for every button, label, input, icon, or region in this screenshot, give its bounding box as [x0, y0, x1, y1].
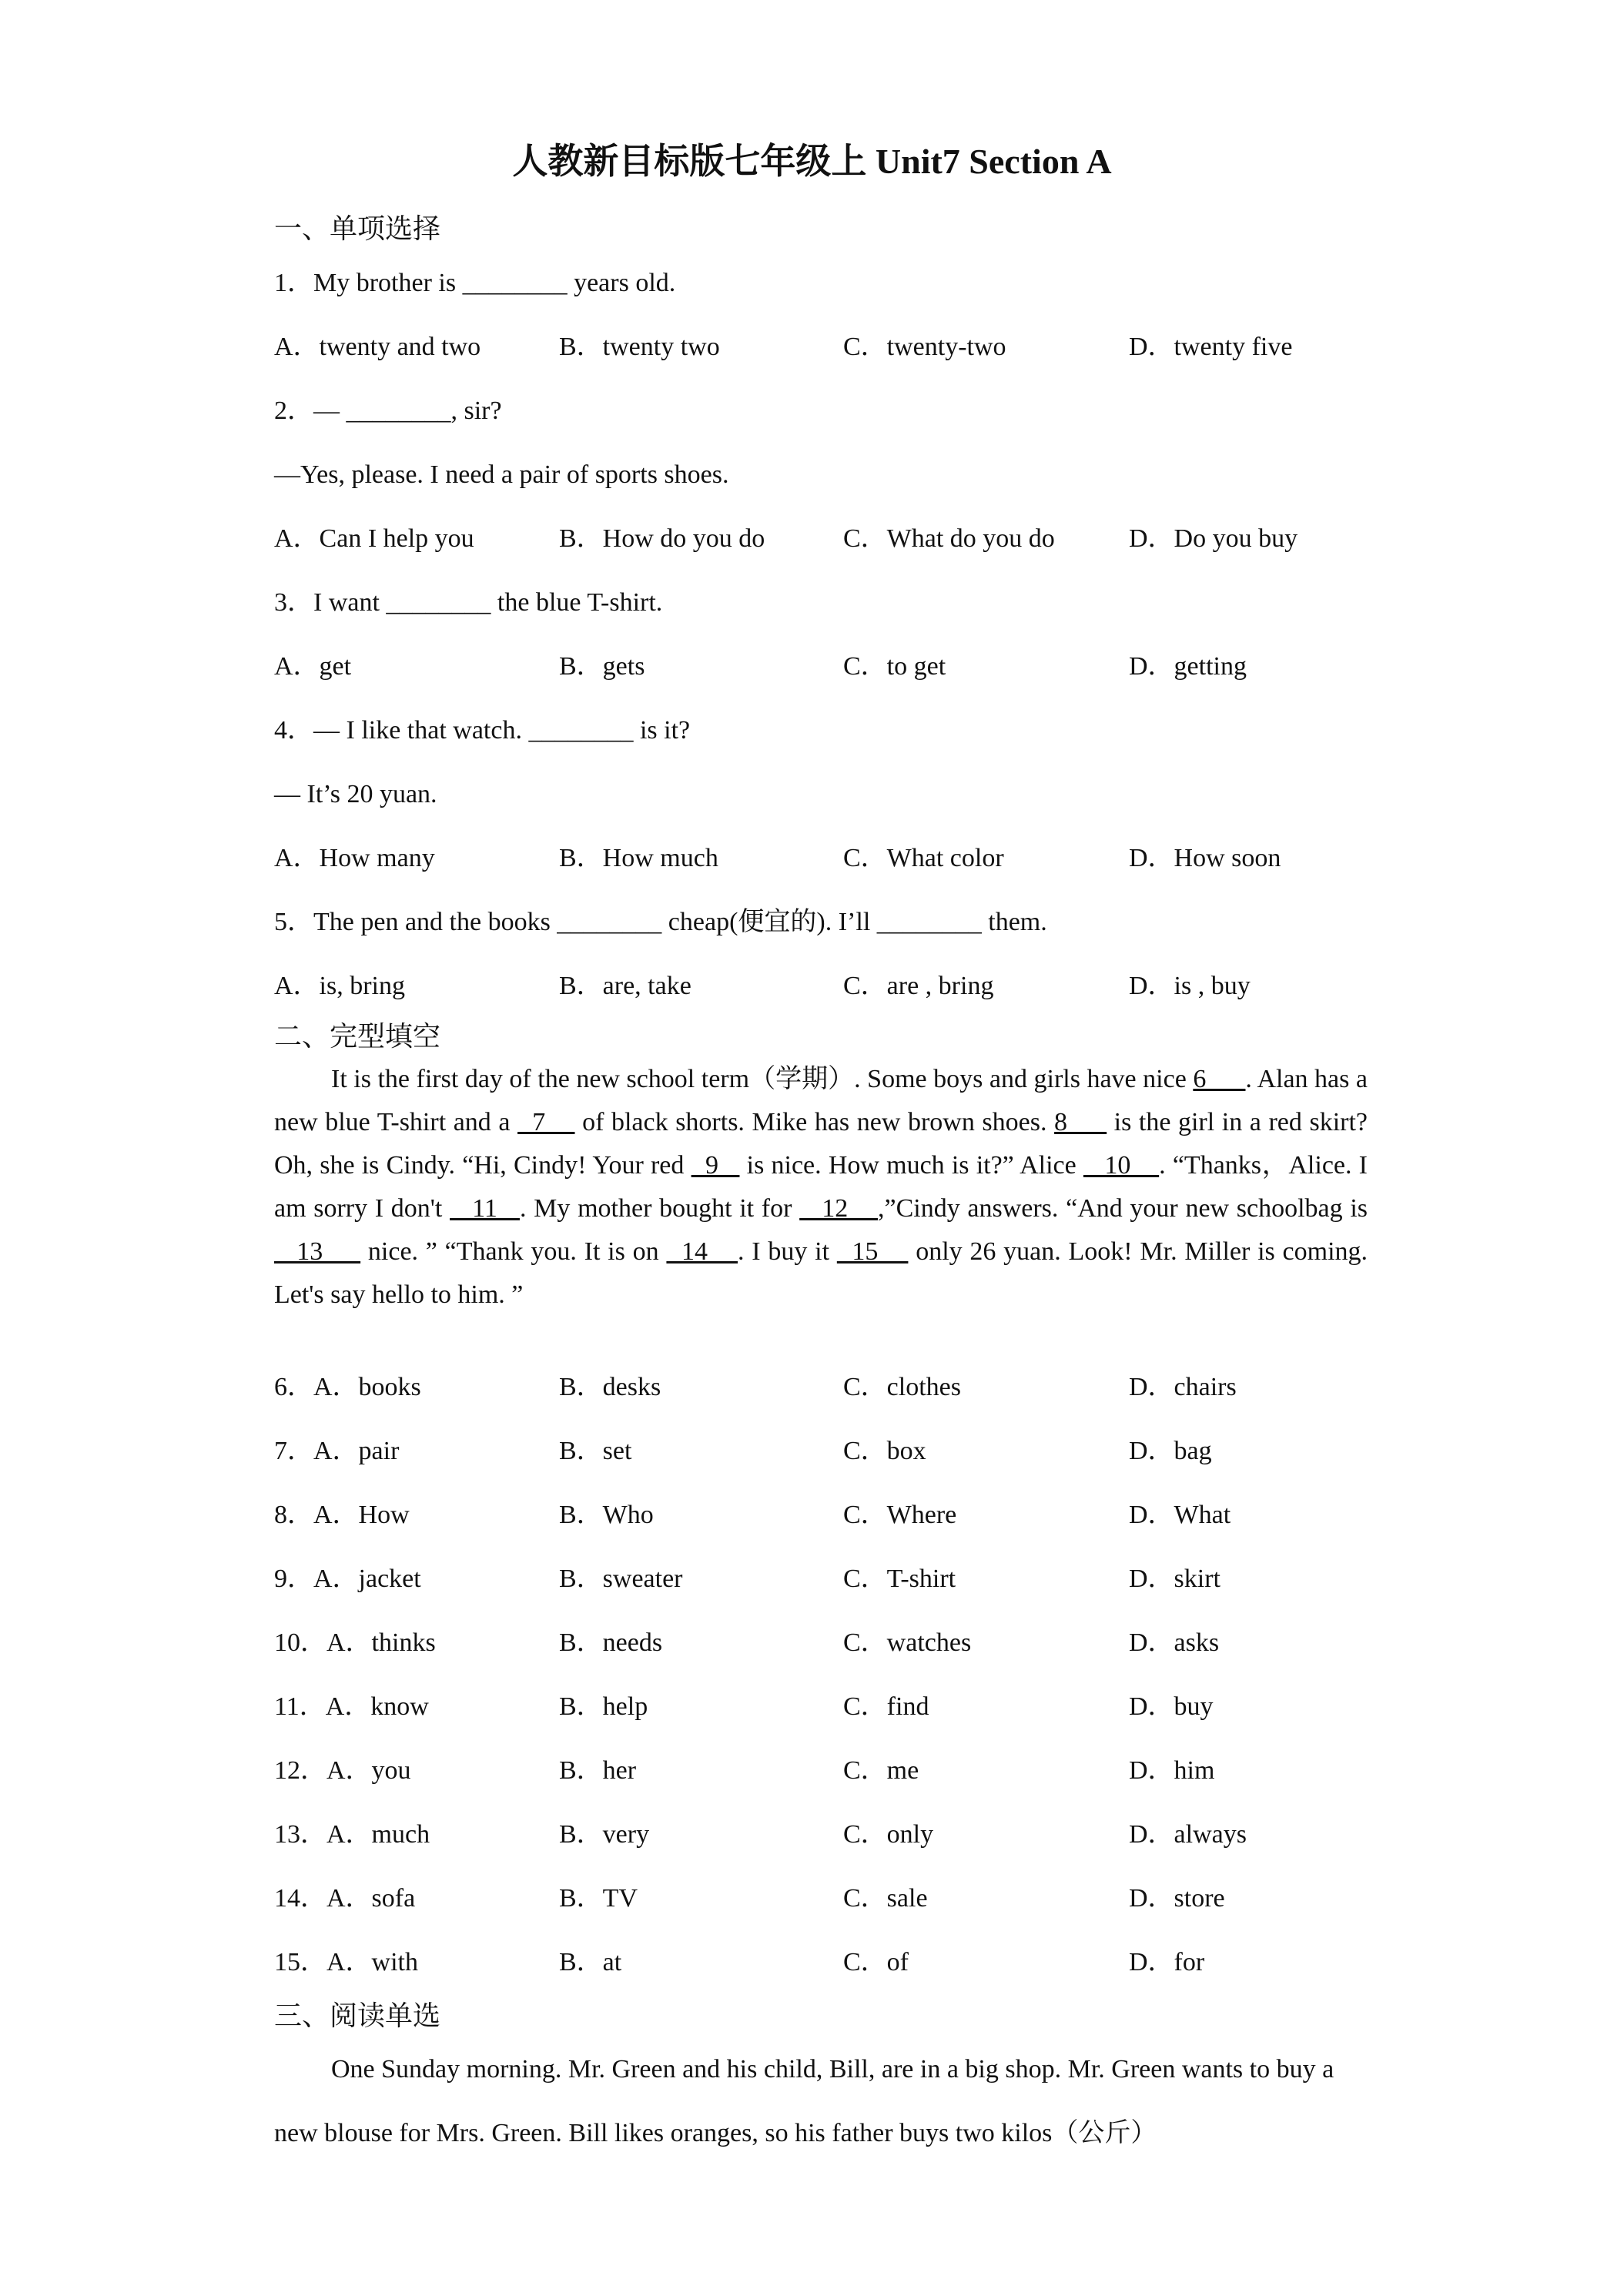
cloze-10-option-b: B．needs: [559, 1628, 663, 1657]
cloze-text: is the girl in a red skirt? Oh, she is Cindy. “Hi, Cindy! Your red: [274, 1108, 1368, 1180]
cloze-15-option-d: D．for: [1129, 1948, 1205, 1976]
cloze-text: of black shorts. Mike has new brown shoes.: [574, 1108, 1055, 1136]
cloze-12-option-d: D．him: [1129, 1756, 1215, 1785]
q2-option-c: C．What do you do: [843, 524, 1055, 553]
cloze-blank-11: 11: [450, 1194, 520, 1223]
cloze-12-option-c: C．me: [843, 1756, 919, 1785]
cloze-9-option-d: D．skirt: [1129, 1565, 1221, 1593]
cloze-9-option-c: C．T-shirt: [843, 1565, 956, 1593]
cloze-blank-15: 15: [836, 1237, 909, 1266]
q5-option-d: D．is , buy: [1129, 972, 1251, 1000]
cloze-7-option-a: 7．A．pair: [274, 1437, 400, 1465]
cloze-11-option-d: D．buy: [1129, 1692, 1214, 1721]
cloze-14-option-b: B．TV: [559, 1884, 638, 1913]
cloze-15-option-c: C．of: [843, 1948, 909, 1976]
cloze-6-option-c: C．clothes: [843, 1373, 961, 1401]
question-4: 4．— I like that watch. ________ is it?: [274, 716, 691, 745]
cloze-7-option-c: C．box: [843, 1437, 926, 1465]
q3-option-c: C．to get: [843, 652, 946, 681]
cloze-blank-12: 12: [799, 1194, 878, 1223]
q3-option-d: D．getting: [1129, 652, 1247, 681]
cloze-15-option-a: 15．A．with: [274, 1948, 418, 1976]
question-3: 3．I want ________ the blue T-shirt.: [274, 588, 663, 617]
q1-option-a: A．twenty and two: [274, 333, 481, 361]
cloze-11-option-a: 11．A．know: [274, 1692, 429, 1721]
q1-option-c: C．twenty-two: [843, 333, 1006, 361]
q4-option-a: A．How many: [274, 844, 435, 872]
cloze-blank-7: 7: [517, 1108, 575, 1136]
reading-passage: [274, 2037, 1368, 2165]
cloze-10-option-a: 10．A．thinks: [274, 1628, 436, 1657]
cloze-10-option-d: D．asks: [1129, 1628, 1220, 1657]
cloze-15-option-b: B．at: [559, 1948, 622, 1976]
question-4-reply: — It’s 20 yuan.: [274, 780, 437, 808]
cloze-blank-6: 6___: [1193, 1065, 1246, 1093]
cloze-6-option-b: B．desks: [559, 1373, 661, 1401]
cloze-14-option-d: D．store: [1129, 1884, 1225, 1913]
cloze-text: . Alan has a new blue T-shirt and a: [274, 1065, 1368, 1136]
cloze-13-option-b: B．very: [559, 1820, 650, 1849]
cloze-12-option-b: B．her: [559, 1756, 637, 1785]
cloze-text: . I buy it: [738, 1237, 837, 1266]
cloze-6-option-d: D．chairs: [1129, 1373, 1237, 1401]
q5-option-a: A．is, bring: [274, 972, 405, 1000]
q1-option-b: B．twenty two: [559, 333, 720, 361]
q5-option-c: C．are , bring: [843, 972, 994, 1000]
cloze-8-option-c: C．Where: [843, 1501, 957, 1529]
cloze-blank-10: 10: [1083, 1151, 1160, 1180]
question-1: 1．My brother is ________ years old.: [274, 269, 676, 297]
cloze-text: only 26 yuan. Look! Mr. Miller is coming. Let's say hello to him. ”: [274, 1237, 1368, 1309]
cloze-11-option-c: C．find: [843, 1692, 929, 1721]
cloze-14-option-c: C．sale: [843, 1884, 928, 1913]
q5-option-b: B．are, take: [559, 972, 691, 1000]
section-heading-cloze: 二、完型填空: [274, 1021, 441, 1052]
question-2: 2．— ________, sir?: [274, 397, 502, 425]
cloze-blank-14: 14: [666, 1237, 738, 1266]
cloze-12-option-a: 12．A．you: [274, 1756, 411, 1785]
cloze-13-option-c: C．only: [843, 1820, 934, 1849]
q2-option-d: D．Do you buy: [1129, 524, 1298, 553]
page-title: 人教新目标版七年级上 Unit7 Section A: [512, 142, 1112, 181]
cloze-13-option-d: D．always: [1129, 1820, 1247, 1849]
q4-option-d: D．How soon: [1129, 844, 1281, 872]
section-heading-multiple-choice: 一、单项选择: [274, 213, 441, 244]
cloze-blank-13: 13: [274, 1237, 361, 1266]
cloze-text: . “Thanks，Alice. I am sorry I don't: [274, 1151, 1368, 1223]
cloze-9-option-b: B．sweater: [559, 1565, 683, 1593]
q1-option-d: D．twenty five: [1129, 333, 1293, 361]
cloze-9-option-a: 9．A．jacket: [274, 1565, 421, 1593]
cloze-passage: [274, 1058, 1368, 1317]
section-heading-reading: 三、阅读单选: [274, 2000, 441, 2031]
question-5: 5．The pen and the books ________ cheap(便宜的). I’ll ________ them.: [274, 908, 1047, 936]
q4-option-c: C．What color: [843, 844, 1004, 872]
cloze-text: nice. ” “Thank you. It is on: [360, 1237, 667, 1266]
q3-option-a: A．get: [274, 652, 352, 681]
cloze-blank-8: 8___: [1054, 1108, 1107, 1136]
q4-option-b: B．How much: [559, 844, 718, 872]
reading-text: One Sunday morning. Mr. Green and his child, Bill, are in a big shop. Mr. Green wants to buy a new blouse for Mrs. Green. Bill likes oranges, so his father buys two kilos（公斤）: [274, 2055, 1334, 2147]
cloze-blank-9: 9: [691, 1151, 740, 1180]
cloze-13-option-a: 13．A．much: [274, 1820, 430, 1849]
cloze-8-option-d: D．What: [1129, 1501, 1231, 1529]
cloze-text: . My mother bought it for: [519, 1194, 800, 1223]
cloze-text: ,”Cindy answers. “And your new schoolbag is: [877, 1194, 1368, 1223]
cloze-14-option-a: 14．A．sofa: [274, 1884, 416, 1913]
cloze-text: is nice. How much is it?” Alice: [739, 1151, 1083, 1180]
cloze-8-option-a: 8．A．How: [274, 1501, 410, 1529]
cloze-8-option-b: B．Who: [559, 1501, 654, 1529]
cloze-text: It is the first day of the new school term（学期）. Some boys and girls have nice: [331, 1065, 1194, 1093]
q2-option-b: B．How do you do: [559, 524, 765, 553]
cloze-7-option-b: B．set: [559, 1437, 632, 1465]
q3-option-b: B．gets: [559, 652, 645, 681]
cloze-10-option-c: C．watches: [843, 1628, 972, 1657]
cloze-11-option-b: B．help: [559, 1692, 648, 1721]
cloze-6-option-a: 6．A．books: [274, 1373, 421, 1401]
q2-option-a: A．Can I help you: [274, 524, 474, 553]
question-2-reply: —Yes, please. I need a pair of sports shoes.: [274, 460, 729, 489]
cloze-7-option-d: D．bag: [1129, 1437, 1212, 1465]
